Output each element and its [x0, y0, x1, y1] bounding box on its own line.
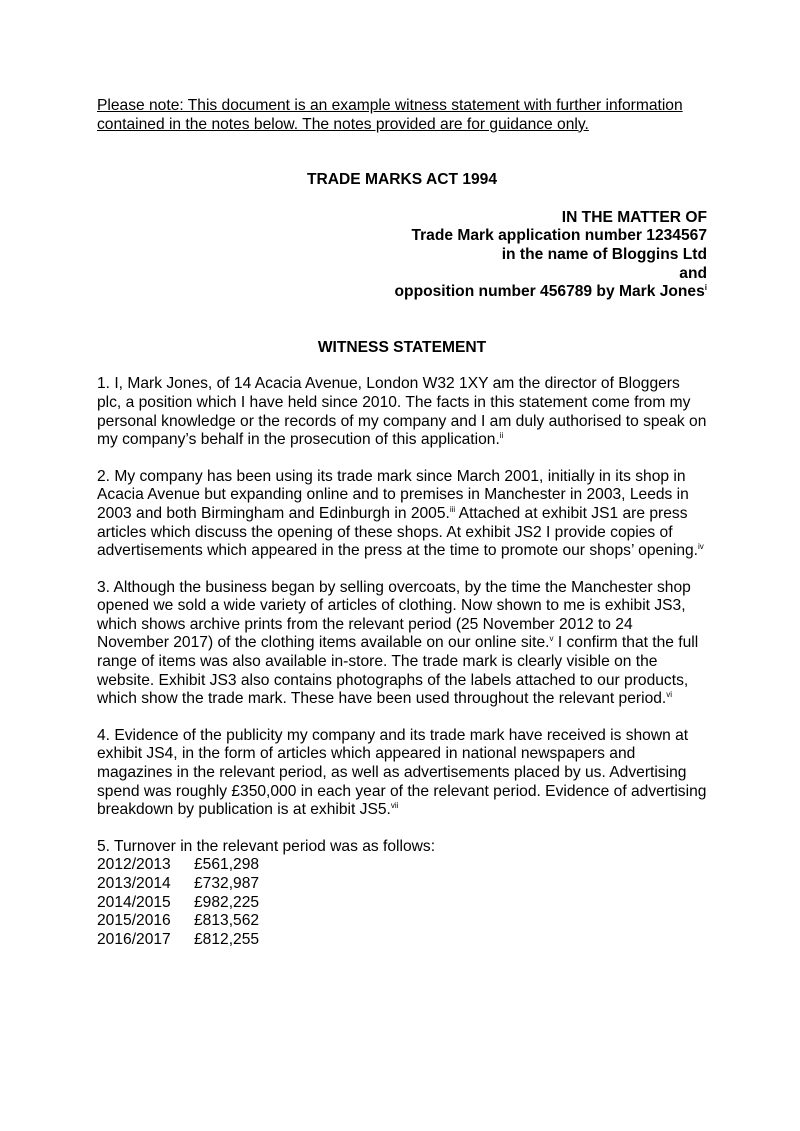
matter-line-4: and — [679, 264, 707, 282]
matter-line-5 — [97, 283, 707, 302]
matter-line-1: IN THE MATTER OF — [561, 208, 707, 226]
turnover-year: 2012/2013 — [97, 856, 171, 874]
paragraph-5 — [97, 838, 707, 950]
paragraph-4-text: 4. Evidence of the publicity my company and its trade mark have received is shown at exhibit JS4, in the form of articles which appeared in national newspapers and magazines in the relevant period, as well as advertisements placed by us. Advertising spend was roughly £350,000 in each year of the relevant period. Evidence of advertising breakdown by publication is at exhibit JS5. — [97, 726, 707, 819]
turnover-amount: £982,225 — [194, 893, 260, 911]
endnote-ref-iii: iii — [449, 504, 456, 514]
turnover-row — [97, 912, 707, 931]
turnover-row — [97, 875, 707, 894]
turnover-row — [97, 894, 707, 913]
endnote-ref-vii: vii — [390, 801, 399, 811]
turnover-amount: £813,562 — [194, 912, 260, 930]
paragraph-3-text-a: 3. Although the business began by selling overcoats, by the time the Manchester shop opened we sold a wide variety of articles of clothing. Now shown to me is exhibit JS3, which shows archive prints from the relevant period (25 November 2012 to 24 November 2017) of the clothing items available on our online site. — [97, 578, 691, 652]
turnover-row — [97, 931, 707, 950]
turnover-amount: £812,255 — [194, 930, 260, 948]
matter-heading — [97, 209, 707, 302]
matter-line-5-text: opposition number 456789 by Mark Jones — [394, 283, 705, 301]
turnover-amount: £561,298 — [194, 856, 260, 874]
matter-line-2: Trade Mark application number 1234567 — [411, 227, 707, 245]
paragraph-2-text-a: 2. My company has been using its trade mark since March 2001, initially in its shop in Acacia Avenue but expanding online and to premises in Manchester in 2003, Leeds in 2003 and both Birmingham and Edinburgh in 2005. — [97, 467, 689, 522]
matter-line-3: in the name of Bloggins Ltd — [501, 245, 707, 263]
endnote-ref-i: i — [704, 283, 707, 293]
endnote-ref-iv: iv — [698, 542, 704, 552]
paragraph-3 — [97, 579, 707, 709]
paragraph-1 — [97, 375, 707, 449]
act-title: TRADE MARKS ACT 1994 — [306, 171, 498, 189]
guidance-note: Please note: This document is an example witness statement with further information contained in the notes below. The notes provided are for guidance only. — [97, 97, 683, 133]
paragraph-1-text: 1. I, Mark Jones, of 14 Acacia Avenue, London W32 1XY am the director of Bloggers plc, a position which I have held since 2010. The facts in this statement come from my personal knowledge or the records of my company and I am duly authorised to speak on my company’s behalf in the prosecution of this application. — [97, 375, 707, 449]
turnover-year: 2014/2015 — [97, 893, 171, 911]
turnover-amount: £732,987 — [194, 875, 260, 892]
paragraph-2 — [97, 468, 707, 561]
paragraph-5-intro: 5. Turnover in the relevant period was as follows: — [97, 837, 436, 855]
paragraph-4 — [97, 727, 707, 820]
document-page — [97, 97, 707, 949]
turnover-row — [97, 856, 707, 875]
turnover-table — [97, 856, 707, 949]
turnover-year: 2013/2014 — [97, 875, 171, 892]
endnote-ref-vi: vi — [666, 690, 673, 700]
endnote-ref-ii: ii — [499, 431, 504, 441]
endnote-ref-v: v — [549, 634, 554, 644]
turnover-year: 2016/2017 — [97, 930, 171, 948]
paragraph-3-text-b: I confirm that the full range of items was also available in-store. The trade mark is clearly visible on the website. Exhibit JS3 also contains photographs of the labels attached to our products, which show the trade mark. These have been used throughout the relevant period. — [97, 634, 699, 708]
witness-statement-title: WITNESS STATEMENT — [317, 338, 487, 356]
turnover-year: 2015/2016 — [97, 912, 171, 930]
paragraph-2-text-b: Attached at exhibit JS1 are press articles which discuss the opening of these shops. At exhibit JS2 I provide copies of advertisements which appeared in the press at the time to promote our shops’ opening. — [97, 504, 698, 560]
